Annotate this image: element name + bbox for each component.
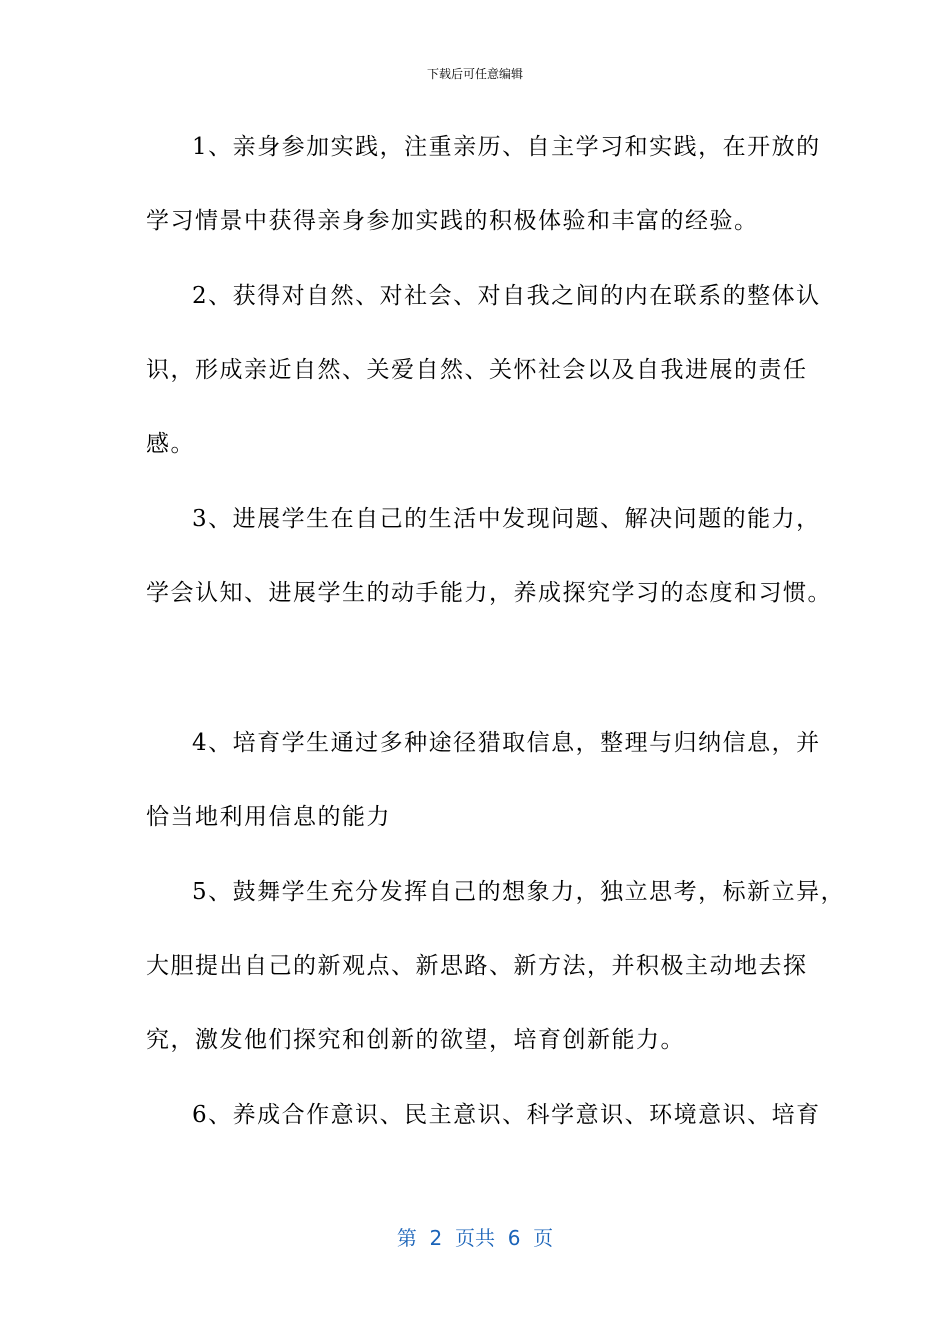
paragraph-4-line-2: 恰当地利用信息的能力 [146,804,391,830]
page-number-footer: 第 2 页共 6 页 [396,1226,554,1250]
paragraph-3-line-1: 3、进展学生在自己的生活中发现问题、解决问题的能力， [192,506,821,532]
paragraph-5-line-1: 5、鼓舞学生充分发挥自己的想象力，独立思考，标新立异， [192,879,846,905]
paragraph-1-line-2: 学习情景中获得亲身参加实践的积极体验和丰富的经验。 [146,208,759,234]
paragraph-5-line-2: 大胆提出自己的新观点、新思路、新方法，并积极主动地去探 [146,953,808,979]
paragraph-4-line-1: 4、培育学生通过多种途径猎取信息，整理与归纳信息，并 [192,730,821,756]
page-header: 下载后可任意编辑 [426,67,523,81]
paragraph-5-line-3: 究，激发他们探究和创新的欲望，培育创新能力。 [146,1027,685,1053]
paragraph-2-line-2: 识，形成亲近自然、关爱自然、关怀社会以及自我进展的责任 [146,357,808,383]
paragraph-3-line-2: 学会认知、进展学生的动手能力，养成探究学习的态度和习惯。 [146,580,832,606]
paragraph-2-line-1: 2、获得对自然、对社会、对自我之间的内在联系的整体认 [192,283,821,309]
paragraph-6-line-1: 6、养成合作意识、民主意识、科学意识、环境意识、培育 [192,1102,821,1128]
paragraph-2-line-3: 感。 [146,431,195,457]
paragraph-1-line-1: 1、亲身参加实践，注重亲历、自主学习和实践，在开放的 [192,134,821,160]
